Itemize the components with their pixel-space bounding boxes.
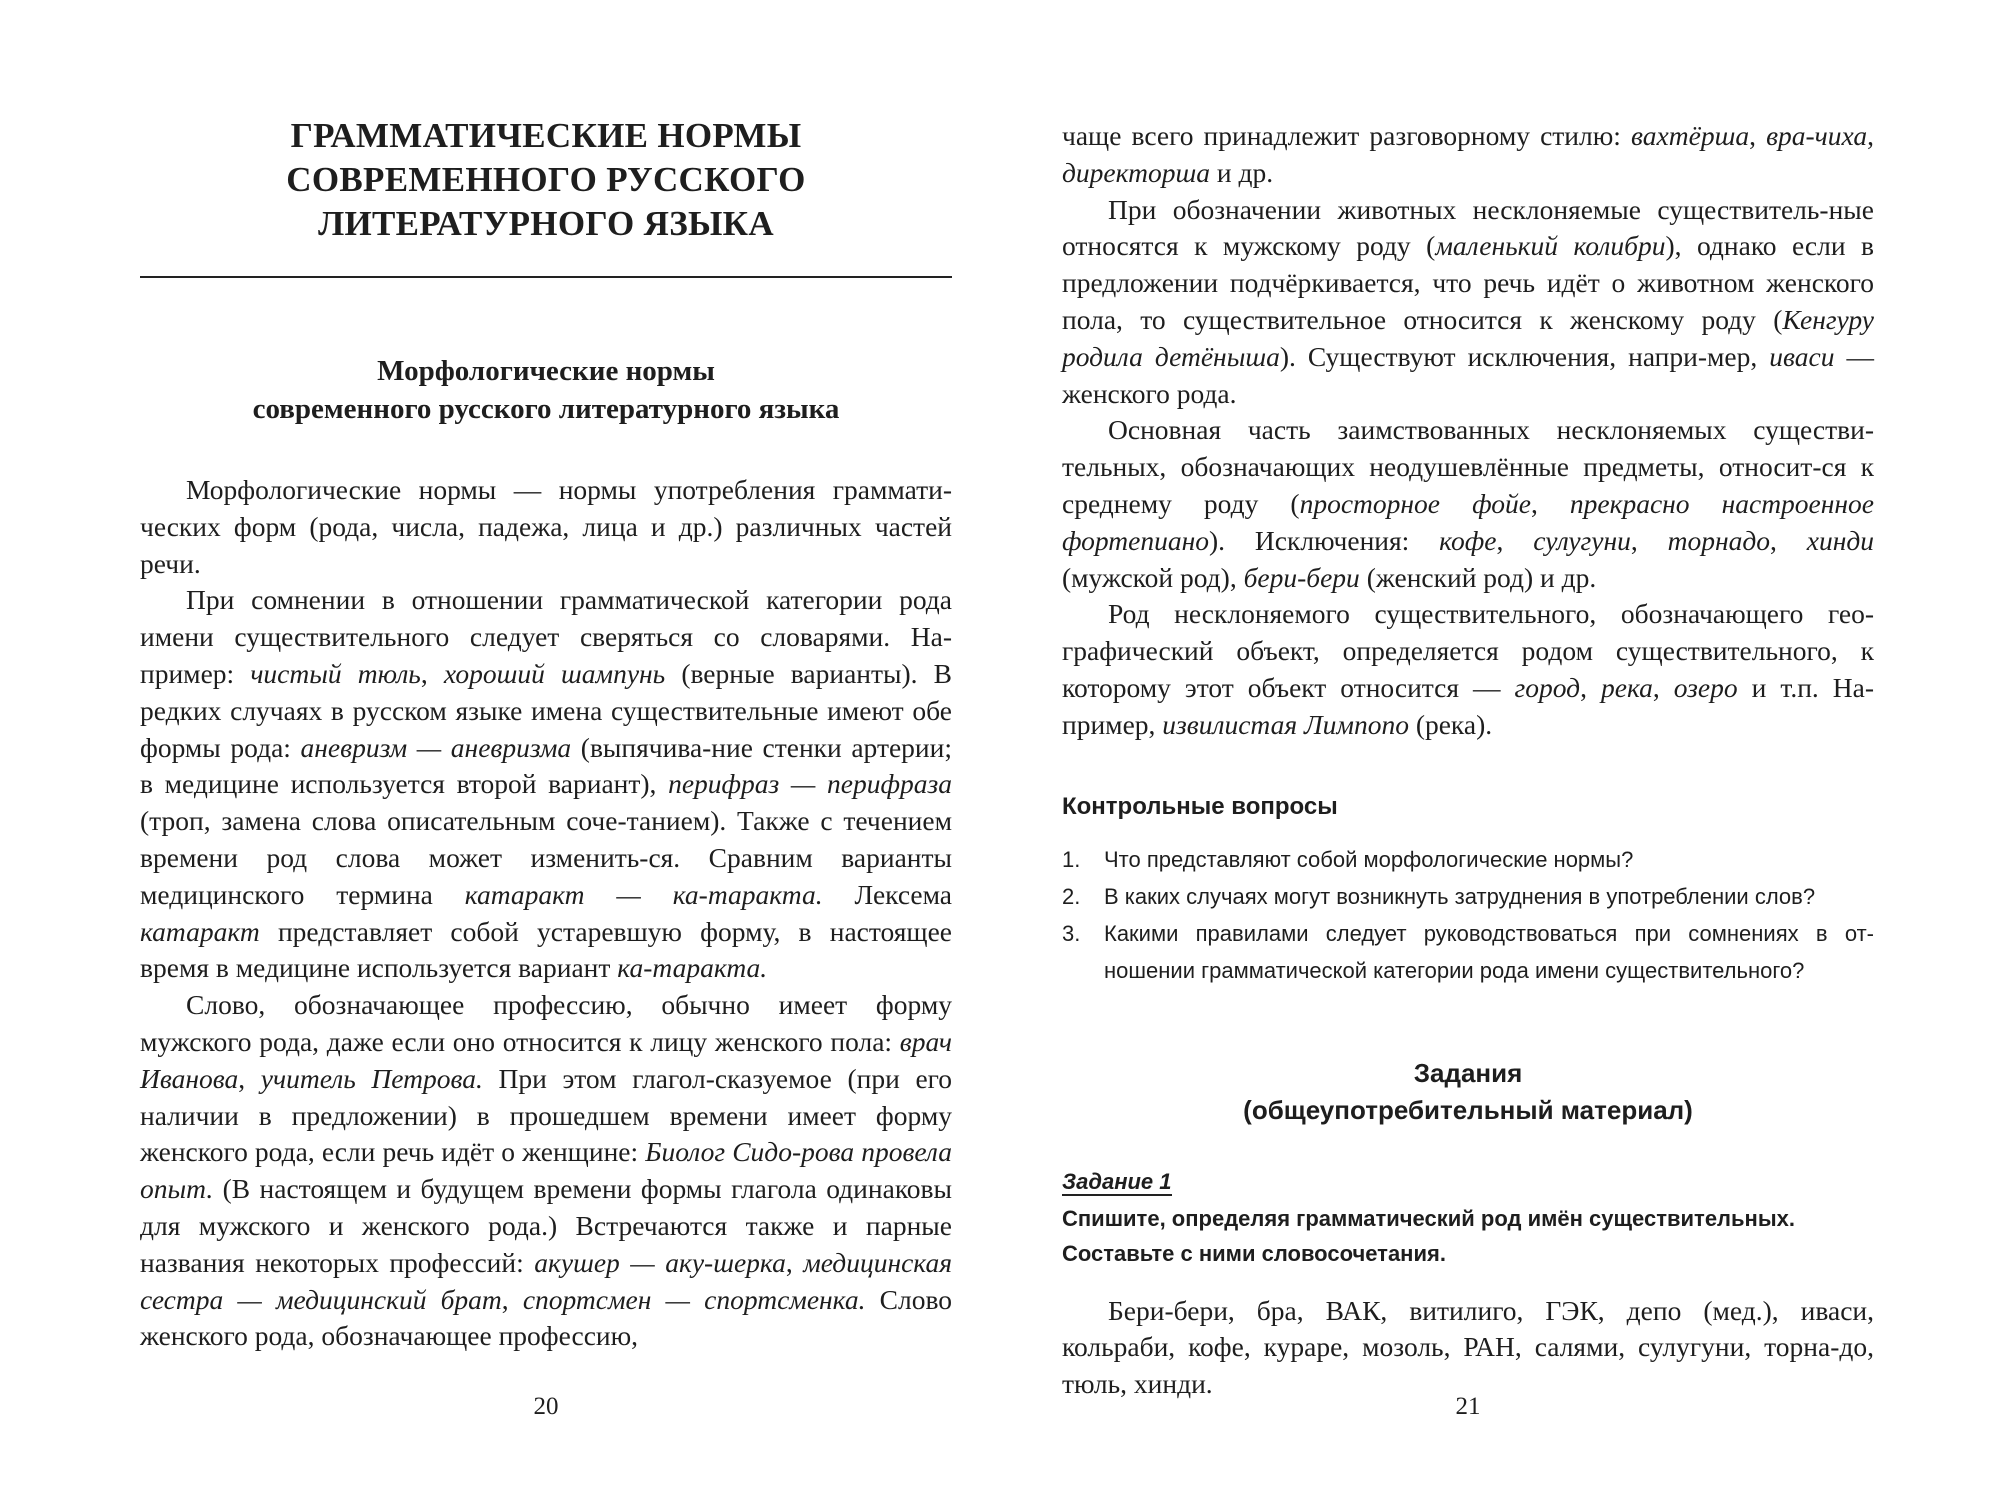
- example-italic: Кенгуру родила детёныша: [1062, 303, 1874, 372]
- text-run: ,: [1580, 671, 1601, 703]
- text-run: (мужской род),: [1062, 561, 1244, 593]
- question-text: Что представляют собой морфологические нормы?: [1104, 846, 1634, 872]
- task-instruction: Спишите, определяя грамматический род имён существительных. Составьте с ними словосочетания.: [1062, 1205, 1795, 1266]
- question-text: В каких случаях могут возникнуть затруднения в употреблении слов?: [1104, 883, 1816, 909]
- text-run: ,: [1652, 671, 1674, 703]
- text-run: Лексема: [822, 878, 952, 910]
- example-italic: хинди: [1806, 524, 1875, 556]
- text-run: ,: [785, 1246, 804, 1278]
- text-run: ), однако если в предложении подчёркивается, что речь идёт о животном женского пола, то существительное относится к женскому роду (: [1062, 230, 1875, 335]
- text-run: ,: [1530, 487, 1570, 519]
- question-number: 1.: [1062, 846, 1081, 872]
- paragraph: [1062, 118, 1874, 192]
- question-number: 2.: [1062, 883, 1081, 909]
- text-run: При сомнении в отношении грамматической категории рода имени существительного следует сверяться со словарями. На-пример:: [140, 584, 952, 689]
- title-divider: [140, 276, 952, 278]
- text-run: (верные варианты). В редких случаях в русском языке имена существительные имеют обе формы рода:: [140, 657, 952, 763]
- example-italic: кофе: [1439, 524, 1497, 556]
- text-run: Слово, обозначающее профессию, обычно имеет форму мужского рода, даже если оно относится к лицу женского пола:: [140, 989, 952, 1057]
- text-run: (женский род) и др.: [1359, 561, 1597, 593]
- example-italic: медицинская сестра — медицинский брат: [140, 1246, 953, 1315]
- paragraph: [140, 987, 952, 1355]
- example-italic: извилистая Лимпопо: [1162, 708, 1409, 740]
- page-number: 20: [533, 1393, 559, 1420]
- question-text: Какими правилами следует руководствоваться при сомнениях в от-ношении грамматической категории рода имени существительного?: [1104, 920, 1874, 983]
- example-italic: чистый тюль: [250, 657, 421, 689]
- left-body-text: [140, 472, 952, 1355]
- example-italic: Биолог Сидо-рова провела опыт.: [140, 1136, 953, 1205]
- text-run: (выпячива-ние стенки артерии; в медицине используется второй вариант),: [140, 731, 952, 800]
- text-run: чаще всего принадлежит разговорному стилю:: [1062, 120, 1632, 151]
- example-italic: торнадо: [1667, 524, 1771, 556]
- chapter-title-line: СОВРЕМЕННОГО РУССКОГО: [286, 160, 806, 199]
- question-item: [1062, 878, 1874, 915]
- right-page: [1062, 0, 1874, 1488]
- text-run: ,: [1496, 524, 1534, 556]
- paragraph: [1062, 596, 1874, 743]
- tasks-title: [1062, 1055, 1874, 1129]
- question-item: [1062, 915, 1874, 989]
- example-italic: врач Иванова: [140, 1025, 952, 1094]
- example-italic: учитель Петрова.: [260, 1062, 483, 1094]
- chapter-title-line: ГРАММАТИЧЕСКИЕ НОРМЫ: [290, 116, 802, 155]
- text-run: и т.п. На-пример,: [1062, 671, 1875, 740]
- tasks-title-line: Задания: [1413, 1057, 1523, 1088]
- example-italic: бери-бери: [1243, 561, 1360, 593]
- text-run: (река).: [1408, 708, 1493, 740]
- text-run: ,: [1867, 120, 1874, 151]
- text-run: (В настоящем и будущем времени формы глагола одинаковы для мужского и женского рода.) Встречаются также и парные названия некоторых профессий:: [140, 1173, 952, 1278]
- example-italic: аневризм — аневризма: [300, 731, 572, 763]
- right-body-text: [1062, 118, 1874, 744]
- section-title: [140, 352, 952, 428]
- paragraph: [140, 582, 952, 987]
- example-italic: город: [1514, 671, 1581, 703]
- paragraph: Морфологические нормы — нормы употребления граммати-ческих форм (рода, числа, падежа, лица и др.) различных частей речи.: [140, 474, 952, 579]
- example-italic: катаракт: [140, 915, 260, 947]
- left-page: [140, 0, 952, 1488]
- question-item: [1062, 841, 1874, 878]
- example-italic: прекрасно настроенное фортепиано: [1062, 487, 1875, 556]
- example-italic: иваси: [1769, 340, 1835, 372]
- chapter-title-line: ЛИТЕРАТУРНОГО ЯЗЫКА: [318, 204, 774, 243]
- text-run: ,: [1749, 120, 1767, 151]
- question-number: 3.: [1062, 920, 1081, 946]
- task-label-text: Задание 1: [1062, 1168, 1172, 1194]
- example-italic: катаракт — ка-таракта.: [464, 878, 823, 910]
- section-title-line: Морфологические нормы: [377, 355, 715, 387]
- text-run: Слово женского рода, обозначающее профессию,: [140, 1283, 952, 1352]
- section-title-line: современного русского литературного языка: [252, 393, 840, 425]
- text-run: ,: [1770, 524, 1807, 556]
- example-italic: акушер — аку-шерка: [534, 1246, 786, 1278]
- text-run: ,: [501, 1283, 523, 1315]
- task-word-list: Бери-бери, бра, ВАК, витилиго, ГЭК, депо (мед.), иваси, кольраби, кофе, кураре, мозоль, РАН, салями, сулугуни, торна-до, тюль, хинди.: [1062, 1294, 1874, 1400]
- text-run: ,: [420, 657, 444, 689]
- example-italic: река: [1600, 671, 1653, 703]
- example-italic: хороший шампунь: [443, 657, 666, 689]
- text-run: ,: [1630, 524, 1668, 556]
- text-run: ). Исключения:: [1209, 524, 1440, 556]
- text-run: При обозначении животных несклоняемые существитель-ные относятся к мужскому роду (: [1062, 193, 1874, 262]
- text-run: Род несклоняемого существительного, обозначающего гео-графический объект, определяется родом существительного, к которому этот объект относится —: [1062, 598, 1874, 703]
- text-run: (троп, замена слова описательным соче-танием). Также с течением времени род слова может изменить-ся. Сравним варианты медицинского термина: [140, 805, 952, 910]
- text-run: ,: [238, 1062, 261, 1094]
- example-italic: спортсмен — спортсменка.: [522, 1283, 866, 1315]
- example-italic: сулугуни: [1533, 524, 1631, 556]
- example-italic: ка-таракта.: [617, 952, 768, 984]
- questions-heading: Контрольные вопросы: [1062, 792, 1338, 820]
- text-run: ). Существуют исключения, напри-мер,: [1279, 340, 1770, 372]
- chapter-title: [140, 114, 952, 246]
- task-label: [1062, 1167, 1874, 1197]
- text-run: При этом глагол-сказуемое (при его наличии в предложении) в прошедшем времени имеет форму женского рода, если речь идёт о женщине:: [140, 1062, 952, 1168]
- example-italic: озеро: [1673, 671, 1738, 703]
- page-number: 21: [1455, 1393, 1481, 1420]
- example-italic: вахтёрша: [1631, 120, 1750, 151]
- text-run: представляет собой устаревшую форму, в настоящее время в медицине используется вариант: [140, 915, 952, 984]
- questions-list: [1062, 841, 1874, 989]
- example-italic: вра-чиха: [1766, 120, 1868, 151]
- example-italic: директорша: [1062, 156, 1210, 188]
- paragraph: [1062, 192, 1874, 413]
- paragraph: [1062, 412, 1874, 596]
- text-run: и др.: [1210, 156, 1274, 188]
- example-italic: маленький колибри: [1435, 230, 1666, 262]
- text-run: — женского рода.: [1062, 340, 1875, 409]
- example-italic: просторное фойе: [1299, 487, 1531, 519]
- text-run: Основная часть заимствованных несклоняемых существи-тельных, обозначающих неодушевлённые предметы, относит-ся к среднему роду (: [1062, 414, 1874, 519]
- tasks-title-line: (общеупотребительный материал): [1243, 1094, 1693, 1125]
- example-italic: перифраз — перифраза: [668, 768, 952, 800]
